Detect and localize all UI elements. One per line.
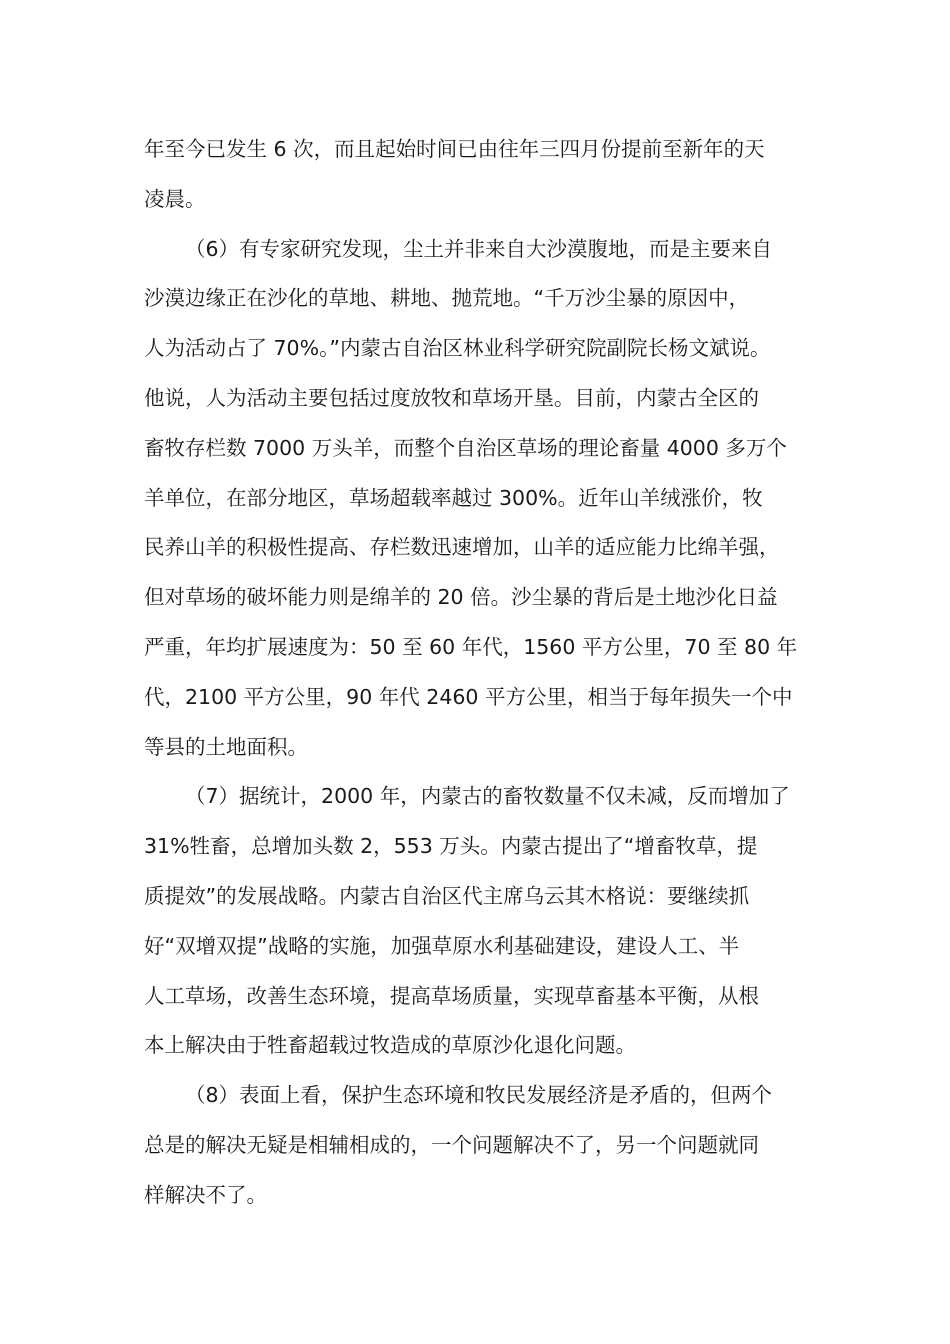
text-line: 好“双增双提”战略的实施，加强草原水利基础建设，建设人工、半 xyxy=(144,933,740,958)
text-line: 他说，人为活动主要包括过度放牧和草场开垦。目前，内蒙古全区的 xyxy=(144,385,759,410)
text-line: 人工草场，改善生态环境，提高草场质量，实现草畜基本平衡，从根 xyxy=(144,983,759,1008)
text-line: 等县的土地面积。 xyxy=(144,734,308,759)
text-line: 羊单位，在部分地区，草场超载率越过 300%。近年山羊绒涨价，牧 xyxy=(144,485,763,510)
body-text xyxy=(144,125,816,1221)
text-line: 凌晨。 xyxy=(144,186,206,211)
text-line: 民养山羊的积极性提高、存栏数迅速增加，山羊的适应能力比绵羊强， xyxy=(144,535,780,560)
text-line: 人为活动占了 70%。”内蒙古自治区林业科学研究院副院长杨文斌说。 xyxy=(144,336,771,361)
paragraph-6-start: （6）有专家研究发现，尘土并非来自大沙漠腹地，而是主要来自 xyxy=(185,236,773,261)
text-line: 年至今已发生 6 次，而且起始时间已由往年三四月份提前至新年的天 xyxy=(144,137,765,161)
text-line: 样解决不了。 xyxy=(144,1182,267,1207)
text-line: 代，2100 平方公里，90 年代 2460 平方公里，相当于每年损失一个中 xyxy=(144,684,793,709)
text-line: 质提效”的发展战略。内蒙古自治区代主席乌云其木格说：要继续抓 xyxy=(144,883,750,908)
paragraph-8-start: （8）表面上看，保护生态环境和牧民发展经济是矛盾的，但两个 xyxy=(185,1083,773,1108)
text-line: 31%牲畜，总增加头数 2，553 万头。内蒙古提出了“增畜牧草，提 xyxy=(144,834,758,859)
text-line: 本上解决由于牲畜超载过牧造成的草原沙化退化问题。 xyxy=(144,1033,636,1058)
text-line: 沙漠边缘正在沙化的草地、耕地、抛荒地。“千万沙尘暴的原因中， xyxy=(144,286,750,311)
text-line: 总是的解决无疑是相辅相成的，一个问题解决不了，另一个问题就同 xyxy=(144,1132,759,1157)
text-line: 严重，年均扩展速度为：50 至 60 年代，1560 平方公里，70 至 80 年 xyxy=(144,634,798,659)
paragraph-7-start: （7）据统计，2000 年，内蒙古的畜牧数量不仅未减，反而增加了 xyxy=(185,784,790,809)
text-line: 但对草场的破坏能力则是绵羊的 20 倍。沙尘暴的背后是土地沙化日益 xyxy=(144,585,778,610)
text-line: 畜牧存栏数 7000 万头羊，而整个自治区草场的理论畜量 4000 多万个 xyxy=(144,435,787,460)
